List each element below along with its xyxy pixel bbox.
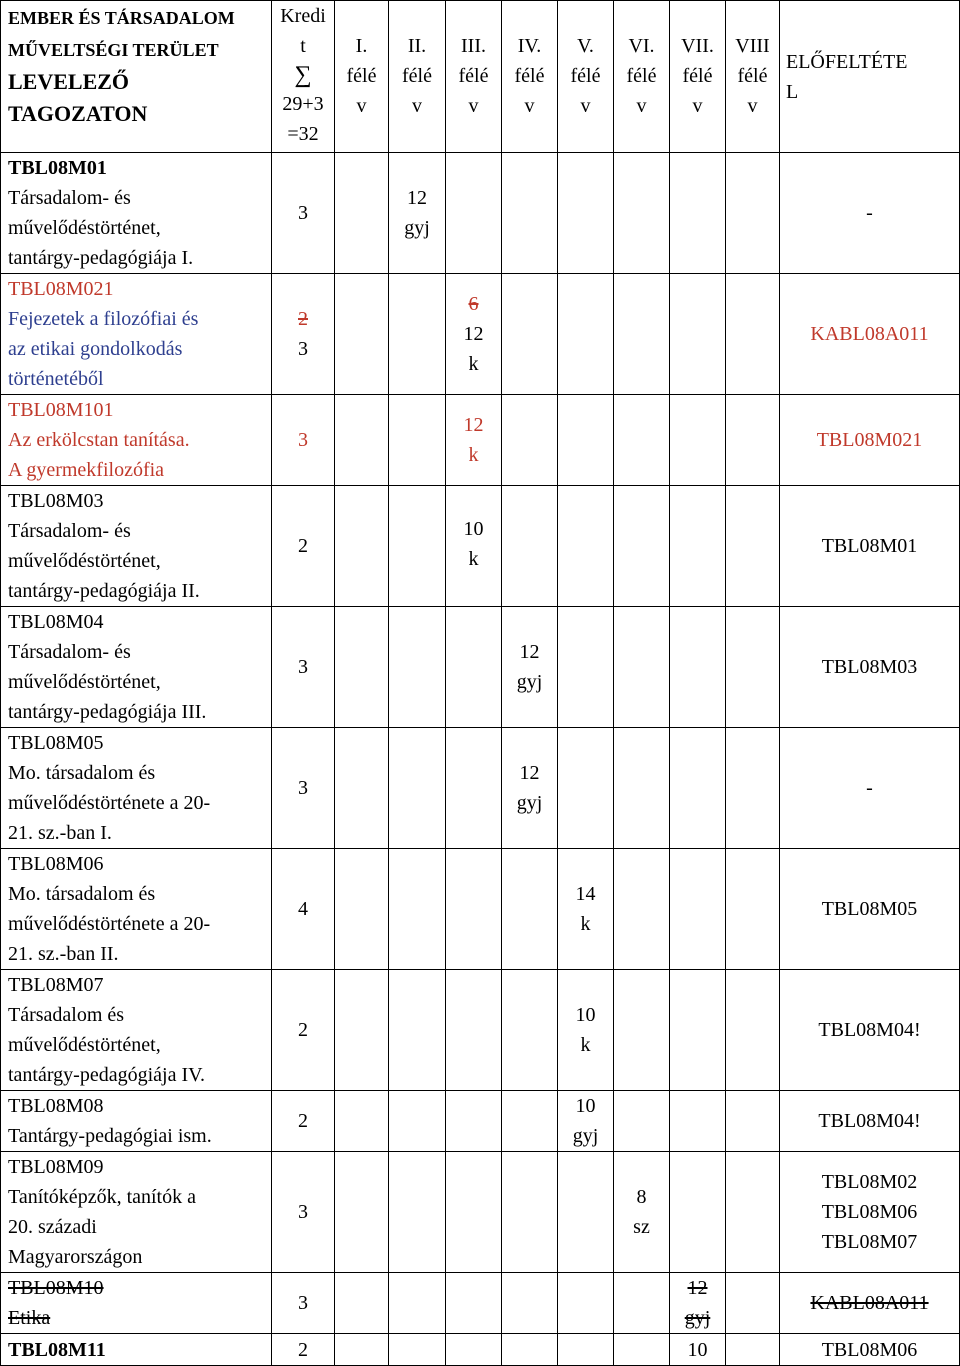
semester-header-1 (335, 1, 389, 153)
prereq-header-cell (780, 1, 960, 153)
credit-old-value: 2 (298, 308, 308, 330)
table-row (1, 1334, 960, 1366)
course-name-line: Tanítóképzők, tanítók a (8, 1186, 196, 1208)
semester-cell (335, 395, 389, 486)
course-cell (1, 1091, 272, 1152)
prereq-value: TBL08M01 (780, 486, 960, 607)
prereq-value: KABL08A011 (780, 274, 960, 395)
course-name-line: 21. sz.-ban I. (8, 822, 112, 844)
credit-header-line2: t (300, 35, 306, 57)
course-code: TBL08M06 (8, 853, 104, 875)
course-name-line: tantárgy-pedagógiája I. (8, 247, 194, 269)
semester-label: II. (407, 35, 427, 57)
semester-label: III. (461, 35, 486, 57)
credit-value: 2 (272, 486, 335, 607)
assessment-type: k (468, 353, 479, 375)
semester-cell (558, 728, 614, 849)
course-name-line: művelődéstörténet, (8, 550, 161, 572)
semester-cell (614, 1334, 670, 1366)
semester-cell (558, 970, 614, 1091)
course-cell (1, 728, 272, 849)
semester-label: VII. (681, 35, 714, 57)
semester-cell (335, 1334, 389, 1366)
semester-cell (502, 607, 558, 728)
prereq-value: TBL08M02 (821, 1171, 918, 1193)
credit-value: 3 (272, 395, 335, 486)
semester-header-3 (446, 1, 502, 153)
credit-value: 2 (272, 1091, 335, 1152)
course-name-line: tantárgy-pedagógiája IV. (8, 1064, 205, 1086)
semester-cell (614, 274, 670, 395)
semester-cell (389, 1091, 446, 1152)
course-cell (1, 274, 272, 395)
semester-word: félé (737, 65, 768, 87)
semester-cell (670, 607, 726, 728)
semester-cell (670, 1152, 726, 1273)
prereq-value: TBL08M07 (821, 1231, 918, 1253)
course-name-line: 21. sz.-ban II. (8, 943, 119, 965)
assessment-type: gyj (404, 217, 430, 239)
semester-cell (446, 395, 502, 486)
semester-cell (389, 849, 446, 970)
semester-cell (502, 395, 558, 486)
table-row (1, 1152, 960, 1273)
semester-cell (670, 849, 726, 970)
course-name-line: az etikai gondolkodás (8, 338, 183, 360)
semester-cell (389, 395, 446, 486)
course-name-line: Társadalom és (8, 1004, 125, 1026)
semester-cell (614, 486, 670, 607)
semester-suffix: v (747, 95, 758, 117)
semester-cell (726, 1091, 780, 1152)
credit-value: 2 (272, 1334, 335, 1366)
area-title-line2: MŰVELTSÉGI TERÜLET (8, 40, 219, 60)
hours-value: 12 (687, 1277, 708, 1299)
semester-cell (670, 728, 726, 849)
semester-label: VI. (628, 35, 655, 57)
course-cell (1, 849, 272, 970)
semester-cell (558, 1091, 614, 1152)
semester-cell (670, 274, 726, 395)
area-title-line1: EMBER ÉS TÁRSADALOM (8, 8, 235, 28)
semester-cell (670, 970, 726, 1091)
credit-value: 3 (272, 1152, 335, 1273)
semester-cell (726, 274, 780, 395)
course-cell (1, 970, 272, 1091)
semester-cell (614, 849, 670, 970)
hours-value: 12 (463, 414, 484, 436)
course-name-line: Társadalom- és (8, 520, 131, 542)
course-name-line: Mo. társadalom és (8, 762, 156, 784)
table-row (1, 1273, 960, 1334)
course-name-line: Társadalom- és (8, 641, 131, 663)
semester-cell (726, 486, 780, 607)
semester-cell (446, 1091, 502, 1152)
semester-word: félé (682, 65, 713, 87)
course-code: TBL08M08 (8, 1095, 104, 1117)
semester-cell (389, 486, 446, 607)
semester-cell (446, 607, 502, 728)
prereq-cell (780, 1152, 960, 1273)
semester-cell (614, 728, 670, 849)
prereq-header-line2: L (786, 81, 799, 103)
semester-cell (389, 607, 446, 728)
semester-cell (614, 1152, 670, 1273)
semester-cell (335, 1152, 389, 1273)
assessment-type: gyj (684, 1307, 711, 1329)
semester-cell (446, 1152, 502, 1273)
semester-cell (502, 728, 558, 849)
semester-cell (335, 728, 389, 849)
course-name-line: Tantárgy-pedagógiai ism. (8, 1125, 212, 1147)
area-title-line4: TAGOZATON (8, 101, 148, 126)
prereq-value: TBL08M04! (780, 970, 960, 1091)
semester-cell (335, 486, 389, 607)
semester-cell (558, 1334, 614, 1366)
assessment-type: k (468, 444, 479, 466)
table-row (1, 486, 960, 607)
semester-word: félé (458, 65, 489, 87)
semester-cell (726, 1334, 780, 1366)
prereq-value: TBL08M04! (780, 1091, 960, 1152)
semester-cell (446, 274, 502, 395)
course-code: TBL08M05 (8, 732, 104, 754)
semester-cell (502, 486, 558, 607)
semester-cell (614, 395, 670, 486)
course-cell (1, 607, 272, 728)
assessment-type: k (580, 913, 591, 935)
semester-cell (335, 274, 389, 395)
semester-cell (558, 486, 614, 607)
semester-cell (670, 153, 726, 274)
table-row (1, 1091, 960, 1152)
semester-cell (389, 274, 446, 395)
course-code: TBL08M03 (8, 490, 104, 512)
course-cell (1, 1152, 272, 1273)
semester-cell (614, 607, 670, 728)
semester-word: félé (402, 65, 432, 87)
semester-cell (502, 153, 558, 274)
hours-value: 12 (407, 187, 427, 209)
assessment-type: k (468, 548, 479, 570)
hours-value: 14 (575, 883, 596, 905)
course-name-line: tantárgy-pedagógiája II. (8, 580, 200, 602)
semester-word: félé (514, 65, 545, 87)
credit-cell (272, 274, 335, 395)
credit-header-total: 29+3 (282, 93, 324, 115)
semester-cell (670, 395, 726, 486)
semester-header-6 (614, 1, 670, 153)
semester-cell (335, 153, 389, 274)
hours-value: 10 (670, 1334, 726, 1366)
semester-cell (502, 1152, 558, 1273)
hours-value: 12 (519, 641, 540, 663)
course-name-line: Társadalom- és (8, 187, 131, 209)
semester-word: félé (626, 65, 657, 87)
prereq-value: TBL08M06 (821, 1201, 918, 1223)
course-cell (1, 1273, 272, 1334)
semester-label: VIII (735, 35, 770, 57)
semester-cell (558, 274, 614, 395)
semester-cell (726, 1273, 780, 1334)
semester-cell (389, 1152, 446, 1273)
semester-cell (389, 1273, 446, 1334)
semester-cell (389, 1334, 446, 1366)
course-name-line: művelődéstörténet, (8, 671, 161, 693)
hours-value: 10 (463, 518, 484, 540)
course-name-line: Mo. társadalom és (8, 883, 156, 905)
semester-cell (335, 970, 389, 1091)
course-name-line: A gyermekfilozófia (8, 459, 165, 481)
semester-label: V. (577, 35, 594, 57)
semester-suffix: v (580, 95, 591, 117)
semester-cell (614, 1091, 670, 1152)
semester-cell (335, 607, 389, 728)
semester-suffix: v (692, 95, 703, 117)
semester-suffix: v (524, 95, 535, 117)
semester-cell (726, 395, 780, 486)
course-name-line: tantárgy-pedagógiája III. (8, 701, 207, 723)
table-row (1, 970, 960, 1091)
table-row (1, 849, 960, 970)
semester-header-5 (558, 1, 614, 153)
semester-cell (502, 274, 558, 395)
semester-word: félé (570, 65, 601, 87)
credit-header-line1: Kredi (280, 5, 326, 27)
hours-value: 10 (575, 1095, 596, 1117)
course-code: TBL08M07 (8, 974, 104, 996)
table-row (1, 395, 960, 486)
course-name-line: művelődéstörténete a 20- (8, 792, 211, 814)
semester-cell (726, 153, 780, 274)
semester-cell (446, 970, 502, 1091)
semester-cell (614, 153, 670, 274)
semester-cell (446, 1334, 502, 1366)
table-row (1, 153, 960, 274)
course-name-line: művelődéstörténete a 20- (8, 913, 211, 935)
course-cell (1, 486, 272, 607)
header-row (1, 1, 960, 153)
assessment-type: gyj (572, 1125, 599, 1147)
semester-cell (502, 1091, 558, 1152)
semester-cell (558, 1273, 614, 1334)
credit-value: 3 (298, 338, 308, 360)
semester-cell (502, 970, 558, 1091)
semester-header-8 (726, 1, 780, 153)
course-code: TBL08M021 (8, 278, 114, 300)
course-name-line: Etika (8, 1307, 51, 1329)
course-code: TBL08M10 (8, 1277, 104, 1299)
semester-header-2 (389, 1, 446, 153)
semester-cell (558, 1152, 614, 1273)
semester-cell (558, 849, 614, 970)
course-cell (1, 395, 272, 486)
assessment-type: gyj (516, 671, 543, 693)
semester-cell (389, 153, 446, 274)
credit-value: 3 (272, 1273, 335, 1334)
semester-cell (614, 1273, 670, 1334)
credit-value: 3 (272, 607, 335, 728)
semester-cell (446, 1273, 502, 1334)
semester-cell (446, 486, 502, 607)
hours-value: 12 (519, 762, 540, 784)
course-code: TBL08M04 (8, 611, 104, 633)
credit-value: 2 (272, 970, 335, 1091)
semester-cell (558, 607, 614, 728)
credit-value: 3 (272, 153, 335, 274)
semester-cell (726, 849, 780, 970)
semester-cell (670, 486, 726, 607)
table-row (1, 728, 960, 849)
prereq-value: TBL08M021 (780, 395, 960, 486)
semester-word: félé (346, 65, 377, 87)
course-name-line: Az erkölcstan tanítása. (8, 429, 190, 451)
hours-value: 8 (636, 1186, 647, 1208)
assessment-type: sz (633, 1216, 650, 1238)
semester-cell (502, 849, 558, 970)
course-code: TBL08M09 (8, 1156, 104, 1178)
semester-cell (446, 153, 502, 274)
prereq-value: - (780, 728, 960, 849)
assessment-type: gyj (516, 792, 543, 814)
semester-cell (335, 1273, 389, 1334)
credit-value: 3 (272, 728, 335, 849)
course-code: TBL08M101 (8, 399, 114, 421)
semester-label: IV. (517, 35, 542, 57)
semester-cell (670, 1091, 726, 1152)
hours-value: 10 (575, 1004, 596, 1026)
course-name-line: művelődéstörténet, (8, 1034, 161, 1056)
semester-cell (446, 849, 502, 970)
semester-cell (446, 728, 502, 849)
prereq-value: TBL08M05 (780, 849, 960, 970)
semester-cell (389, 970, 446, 1091)
prereq-value: TBL08M03 (780, 607, 960, 728)
assessment-type: k (580, 1034, 591, 1056)
credit-value: 4 (272, 849, 335, 970)
table-row (1, 274, 960, 395)
semester-header-4 (502, 1, 558, 153)
semester-label: I. (355, 35, 368, 57)
course-name-line: 20. századi (8, 1216, 97, 1238)
semester-cell (726, 607, 780, 728)
hours-old-value: 6 (468, 293, 479, 315)
semester-cell (670, 1273, 726, 1334)
course-code: TBL08M11 (1, 1334, 272, 1366)
semester-cell (335, 849, 389, 970)
prereq-value: - (780, 153, 960, 274)
credit-header-cell (272, 1, 335, 153)
table-row (1, 607, 960, 728)
semester-cell (335, 1091, 389, 1152)
area-title-line3: LEVELEZŐ (8, 69, 130, 94)
course-code: TBL08M01 (8, 157, 107, 179)
semester-cell (558, 395, 614, 486)
course-name-line: történetéből (8, 368, 104, 390)
semester-header-7 (670, 1, 726, 153)
credit-header-sum: =32 (287, 123, 319, 145)
semester-cell (726, 728, 780, 849)
semester-cell (502, 1273, 558, 1334)
semester-suffix: v (636, 95, 647, 117)
course-name-line: Magyarországon (8, 1246, 143, 1268)
course-name-line: művelődéstörténet, (8, 217, 161, 239)
prereq-value: KABL08A011 (780, 1273, 960, 1334)
course-cell (1, 153, 272, 274)
semester-cell (726, 1152, 780, 1273)
area-title-cell (1, 1, 272, 153)
semester-suffix: v (412, 95, 422, 117)
semester-suffix: v (468, 95, 479, 117)
semester-cell (502, 1334, 558, 1366)
course-name-line: Fejezetek a filozófiai és (8, 308, 199, 330)
semester-cell (389, 728, 446, 849)
hours-value: 12 (463, 323, 484, 345)
prereq-header-line1: ELŐFELTÉTE (786, 51, 908, 73)
semester-cell (614, 970, 670, 1091)
sigma-icon: ∑ (294, 62, 312, 88)
prereq-value: TBL08M06 (780, 1334, 960, 1366)
semester-cell (726, 970, 780, 1091)
semester-cell (558, 153, 614, 274)
semester-suffix: v (356, 95, 367, 117)
